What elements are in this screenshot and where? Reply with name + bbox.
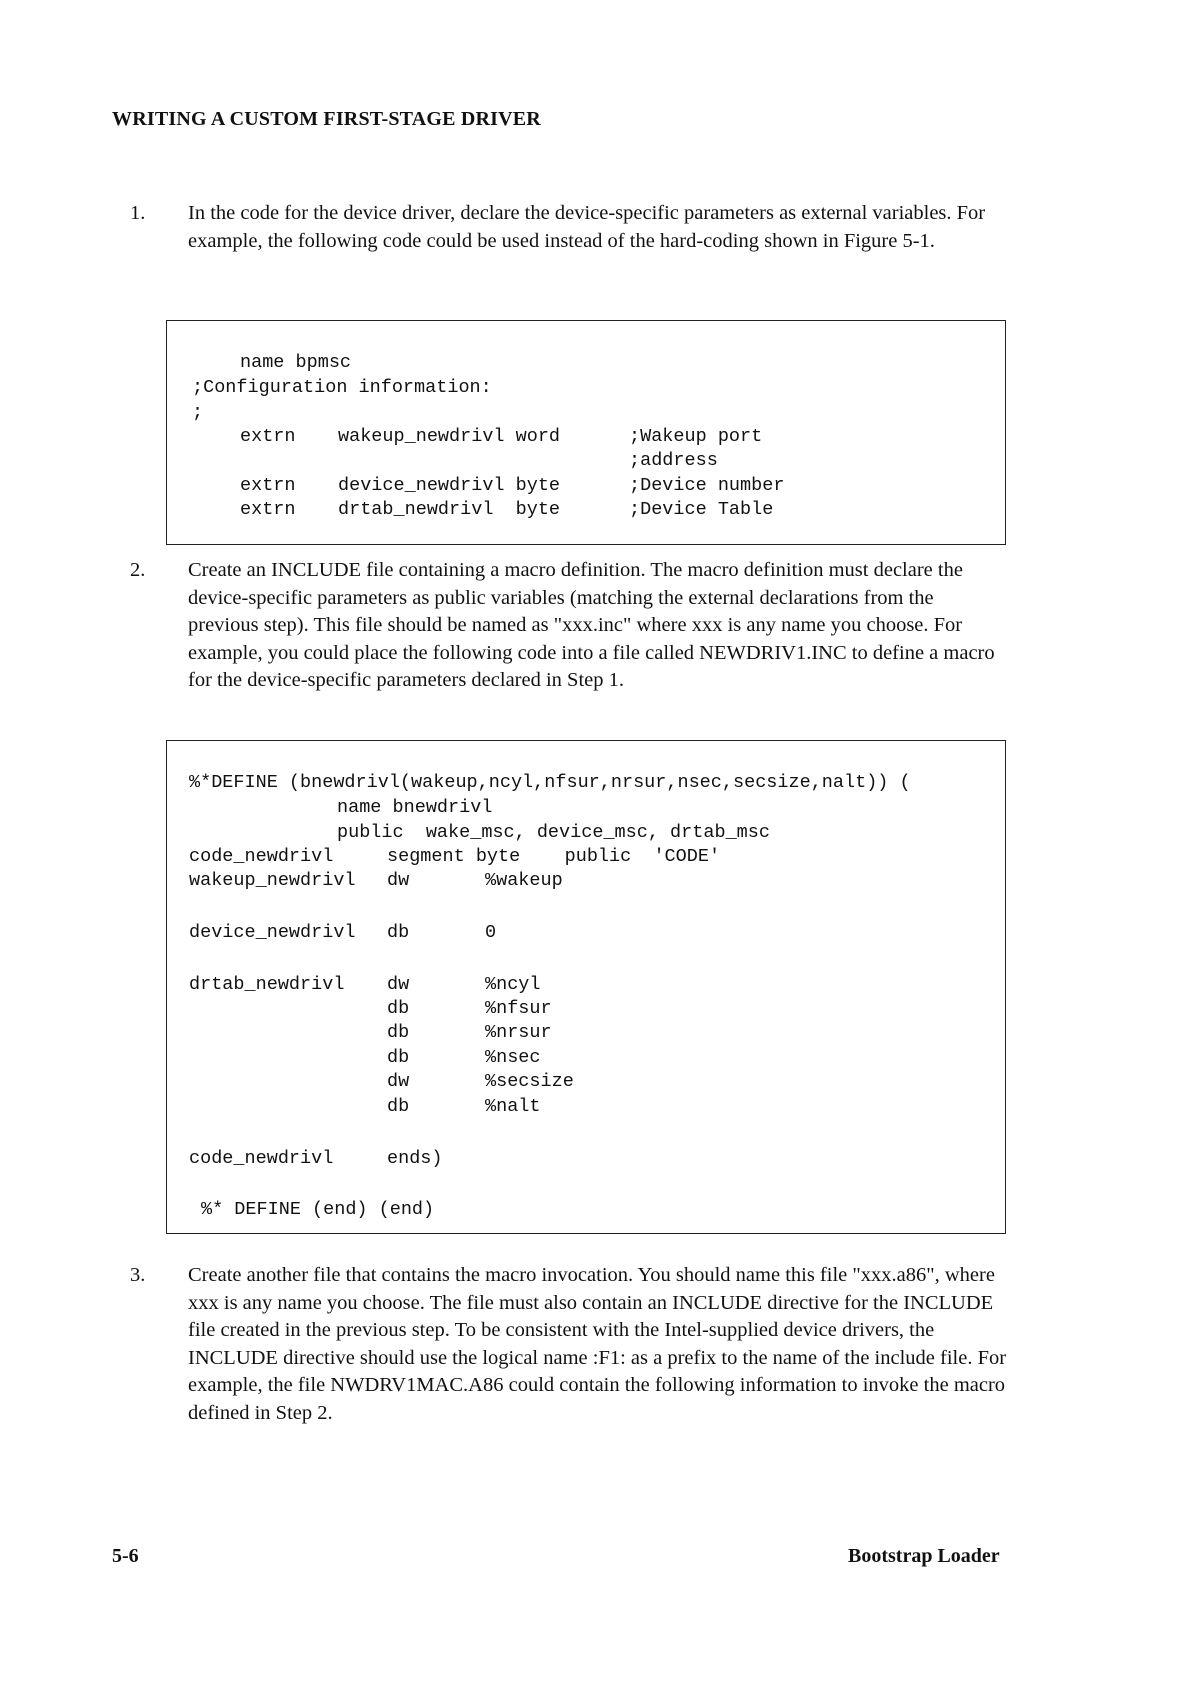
code-line: %nsec xyxy=(485,1047,541,1068)
step-number: 1. xyxy=(130,202,146,224)
code-line: %nfsur xyxy=(485,998,552,1019)
code-line: drtab_newdrivl xyxy=(189,974,345,995)
step-1 xyxy=(130,200,1010,284)
code-line: db xyxy=(387,1047,410,1068)
code-line: name bnewdrivl xyxy=(337,797,493,818)
code-line: wakeup_newdrivl xyxy=(189,870,356,891)
code-line: db xyxy=(387,1022,410,1043)
code-line: %secsize xyxy=(485,1071,574,1092)
code-line: device_newdrivl xyxy=(189,922,356,943)
footer-section-title: Bootstrap Loader xyxy=(848,1545,1000,1567)
step-number: 2. xyxy=(130,559,146,581)
code-line: public wake_msc, device_msc, drtab_msc xyxy=(337,822,770,843)
code-block-define xyxy=(166,740,1006,1234)
code-line: extrn xyxy=(240,475,296,496)
code-line: %nrsur xyxy=(485,1022,552,1043)
step-2 xyxy=(130,557,1010,725)
code-line: device_newdrivl byte xyxy=(338,475,561,496)
code-line: db xyxy=(387,922,410,943)
step-number: 3. xyxy=(130,1264,146,1286)
code-line: segment byte public 'CODE' xyxy=(387,846,721,867)
code-line: db xyxy=(387,1096,410,1117)
code-line: 0 xyxy=(485,922,497,943)
code-line: ;Device Table xyxy=(629,499,774,520)
code-line: dw xyxy=(387,974,410,995)
code-line: %ncyl xyxy=(485,974,541,995)
code-block-extrn xyxy=(166,320,1006,545)
code-line: name bpmsc xyxy=(240,352,352,373)
step-3 xyxy=(130,1262,1010,1458)
code-line: ;address xyxy=(629,450,718,471)
step-text: Create an INCLUDE file containing a macro definition. The macro definition must declare the device-specific parameters as public variables (matching the external declarations from the previous step). This file should be named as "xxx.inc" where xxx is any name you choose. For example, you could place the following code into a file called NEWDRIV1.INC to define a macro for the device-specific parameters declared in Step 1. xyxy=(188,559,995,691)
code-line: wakeup_newdrivl word xyxy=(338,426,561,447)
code-line: dw xyxy=(387,1071,410,1092)
code-line: ;Device number xyxy=(629,475,785,496)
code-line: %nalt xyxy=(485,1096,541,1117)
code-line: ends) xyxy=(387,1148,443,1169)
step-text: In the code for the device driver, declare the device-specific parameters as external variables. For example, the following code could be used instead of the hard-coding shown in Figure 5-1. xyxy=(188,202,986,252)
code-line: extrn xyxy=(240,499,296,520)
code-line: extrn xyxy=(240,426,296,447)
step-text: Create another file that contains the macro invocation. You should name this file "xxx.a86", where xxx is any name you choose. The file must also contain an INCLUDE directive for the INCLUDE file created in the previous step. To be consistent with the Intel-supplied device drivers, the INCLUDE directive should use the logical name :F1: as a prefix to the name of the include file. For example, the file NWDRV1MAC.A86 could contain the following information to invoke the macro defined in Step 2. xyxy=(188,1264,1007,1424)
code-line: db xyxy=(387,998,410,1019)
code-line: code_newdrivl xyxy=(189,1148,334,1169)
code-line: ; xyxy=(192,402,204,423)
code-line: ;Configuration information: xyxy=(192,377,492,398)
code-line: code_newdrivl xyxy=(189,846,334,867)
code-line: dw xyxy=(387,870,410,891)
page-number: 5-6 xyxy=(112,1545,139,1567)
code-line: %* DEFINE (end) (end) xyxy=(201,1199,435,1220)
code-line: %*DEFINE (bnewdrivl(wakeup,ncyl,nfsur,nrsur,nsec,secsize,nalt)) ( xyxy=(189,772,911,793)
code-line: ;Wakeup port xyxy=(629,426,763,447)
code-line: %wakeup xyxy=(485,870,563,891)
page-header: WRITING A CUSTOM FIRST-STAGE DRIVER xyxy=(112,108,541,130)
code-line: drtab_newdrivl byte xyxy=(338,499,561,520)
